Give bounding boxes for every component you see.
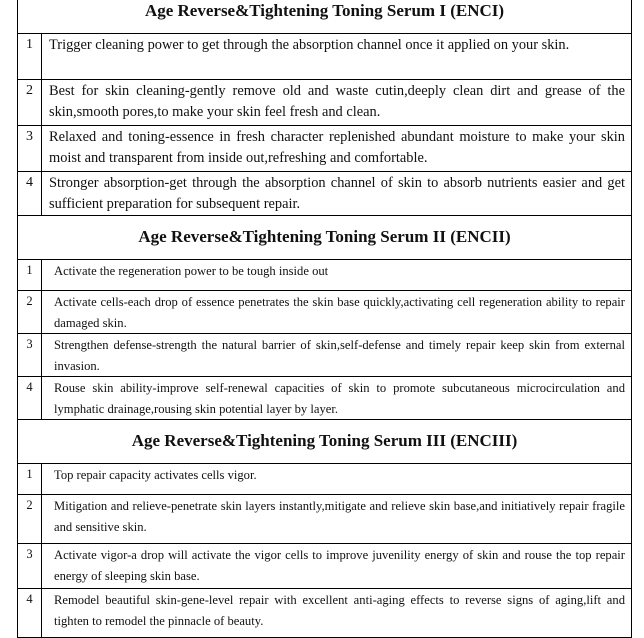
table-row [17, 80, 632, 126]
section-enci [17, 0, 632, 216]
row-text: Relaxed and toning-essence in fresh character replenished abundant moisture to make your skin moist and transparent from inside out,refreshing and comfortable. [49, 129, 625, 166]
row-number: 4 [18, 172, 42, 215]
row-text: Mitigation and relieve-penetrate skin layers instantly,mitigate and relieve skin base,and initiatively repair fragile and sensitive skin. [54, 499, 625, 534]
section-encii [17, 216, 632, 420]
table-row [17, 589, 632, 638]
row-number: 1 [18, 260, 42, 290]
table-row [17, 464, 632, 495]
table-row [17, 34, 632, 80]
table-row [17, 544, 632, 589]
section-title: Age Reverse&Tightening Toning Serum I (ENCI) [17, 0, 632, 34]
table-row [17, 260, 632, 291]
row-number: 3 [18, 334, 42, 376]
section-enciii [17, 420, 632, 638]
row-number: 4 [18, 589, 42, 637]
row-text: Top repair capacity activates cells vigor. [54, 468, 257, 482]
row-number: 1 [18, 34, 42, 79]
row-number: 2 [18, 291, 42, 333]
table-row [17, 495, 632, 544]
table-row [17, 291, 632, 334]
row-number: 3 [18, 544, 42, 588]
table-row [17, 126, 632, 172]
row-text: Stronger absorption-get through the absorption channel of skin to absorb nutrients easier and get sufficient preparation for subsequent repair. [49, 175, 625, 212]
row-text: Remodel beautiful skin-gene-level repair with excellent anti-aging effects to reverse signs of aging,lift and tighten to remodel the pinnacle of beauty. [54, 593, 625, 628]
row-number: 3 [18, 126, 42, 171]
section-title: Age Reverse&Tightening Toning Serum II (ENCII) [17, 216, 632, 260]
table-row [17, 334, 632, 377]
row-text: Activate vigor-a drop will activate the vigor cells to improve juvenility energy of skin and rouse the top repair energy of sleeping skin base. [54, 548, 625, 583]
row-number: 4 [18, 377, 42, 419]
serum-document [17, 0, 632, 638]
row-number: 2 [18, 495, 42, 543]
table-row [17, 377, 632, 420]
row-number: 2 [18, 80, 42, 125]
row-text: Best for skin cleaning-gently remove old and waste cutin,deeply clean dirt and grease of the skin,smooth pores,to make your skin feel fresh and clean. [49, 83, 625, 120]
row-text: Rouse skin ability-improve self-renewal capacities of skin to promote subcutaneous microcirculation and lymphatic drainage,rousing skin potential layer by layer. [54, 381, 625, 416]
row-text: Activate cells-each drop of essence penetrates the skin base quickly,activating cell regeneration ability to repair damaged skin. [54, 295, 625, 330]
table-row [17, 172, 632, 216]
row-text: Activate the regeneration power to be tough inside out [54, 264, 329, 278]
row-text: Strengthen defense-strength the natural barrier of skin,self-defense and timely repair keep skin from external invasion. [54, 338, 625, 373]
row-number: 1 [18, 464, 42, 494]
row-text: Trigger cleaning power to get through the absorption channel once it applied on your skin. [49, 37, 570, 53]
section-title: Age Reverse&Tightening Toning Serum III (ENCIII) [17, 420, 632, 464]
